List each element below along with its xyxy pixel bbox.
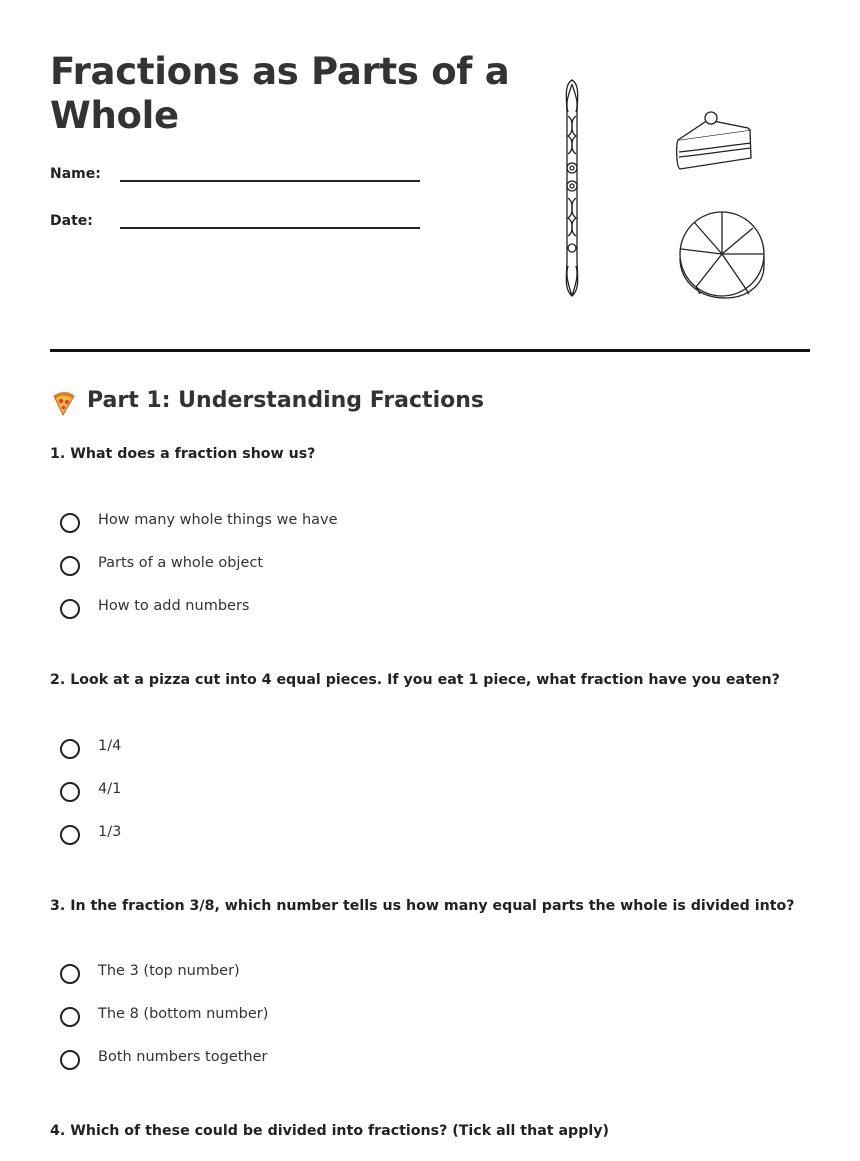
- option-label: The 3 (top number): [98, 963, 240, 979]
- answer-option[interactable]: [60, 738, 560, 764]
- date-field: [50, 213, 430, 243]
- ornamental-bar-icon: [566, 80, 577, 296]
- option-label: 1/4: [98, 738, 122, 754]
- option-label: Parts of a whole object: [98, 555, 264, 571]
- option-label: The 8 (bottom number): [98, 1006, 269, 1022]
- header-divider: [50, 349, 810, 352]
- answer-option[interactable]: [60, 963, 560, 989]
- question-text: 1. What does a fraction show us?: [50, 446, 316, 462]
- radio-button[interactable]: [60, 556, 80, 576]
- name-write-line[interactable]: [120, 180, 420, 182]
- section-title: Part 1: Understanding Fractions: [87, 388, 484, 413]
- radio-button[interactable]: [60, 1050, 80, 1070]
- question-text: 3. In the fraction 3/8, which number tells us how many equal parts the whole is divided into?: [50, 898, 795, 914]
- worksheet-header: [50, 50, 810, 352]
- page-title: Fractions as Parts of a Whole: [50, 50, 510, 137]
- radio-button[interactable]: [60, 1007, 80, 1027]
- question-text: 4. Which of these could be divided into fractions? (Tick all that apply): [50, 1123, 609, 1139]
- answer-option[interactable]: [60, 512, 560, 538]
- option-label: 1/3: [98, 824, 122, 840]
- name-field: [50, 166, 430, 196]
- date-label: Date:: [50, 213, 93, 229]
- pizza-icon: [50, 390, 76, 416]
- answer-option[interactable]: [60, 1006, 560, 1032]
- name-label: Name:: [50, 166, 101, 182]
- date-write-line[interactable]: [120, 227, 420, 229]
- radio-button[interactable]: [60, 739, 80, 759]
- answer-option[interactable]: [60, 1049, 560, 1075]
- answer-option[interactable]: [60, 598, 560, 624]
- sliced-pie-icon: [680, 212, 764, 298]
- answer-option[interactable]: [60, 781, 560, 807]
- option-label: 4/1: [98, 781, 122, 797]
- radio-button[interactable]: [60, 599, 80, 619]
- radio-button[interactable]: [60, 825, 80, 845]
- option-label: How many whole things we have: [98, 512, 338, 528]
- option-label: How to add numbers: [98, 598, 250, 614]
- answer-option[interactable]: [60, 824, 560, 850]
- radio-button[interactable]: [60, 964, 80, 984]
- cake-slice-icon: [677, 112, 751, 169]
- radio-button[interactable]: [60, 513, 80, 533]
- answer-option[interactable]: [60, 555, 560, 581]
- header-illustration: [550, 72, 810, 302]
- question-text: 2. Look at a pizza cut into 4 equal pieces. If you eat 1 piece, what fraction have you eaten?: [50, 672, 780, 688]
- radio-button[interactable]: [60, 782, 80, 802]
- option-label: Both numbers together: [98, 1049, 268, 1065]
